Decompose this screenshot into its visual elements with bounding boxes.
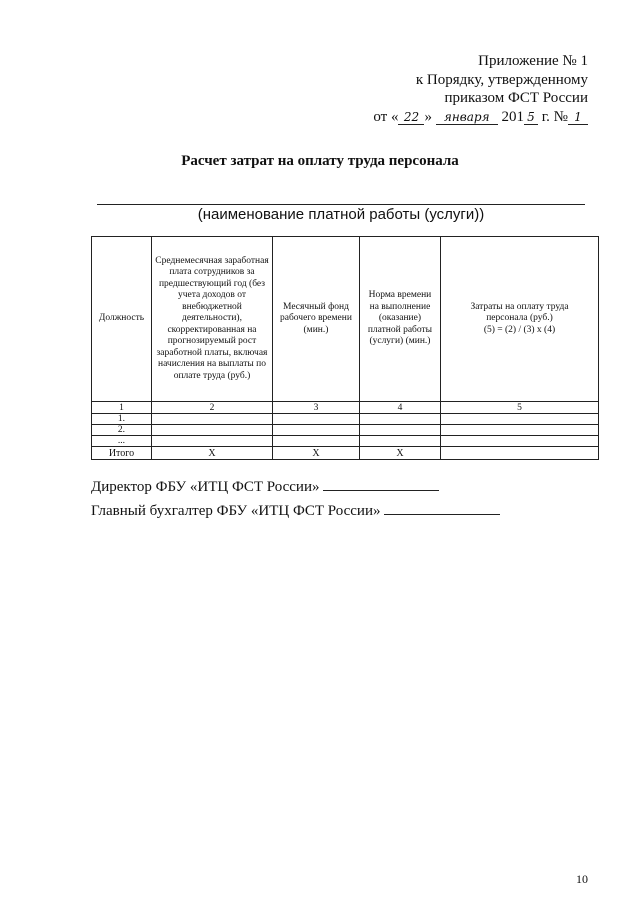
total-cell: X [151, 447, 272, 460]
table-cell[interactable] [151, 414, 272, 425]
appendix-ref-line: к Порядку, утвержденному [415, 71, 588, 88]
table-cell[interactable] [151, 425, 272, 436]
document-title: Расчет затрат на оплату труда персонала [181, 153, 459, 169]
table-cell[interactable] [359, 436, 440, 447]
service-name-caption: (наименование платной работы (услуги)) [197, 206, 485, 223]
total-cell[interactable] [440, 447, 598, 460]
order-number-prefix: г. № [541, 108, 568, 125]
date-year-digit: 5 [524, 110, 538, 125]
appendix-date-line [373, 108, 588, 127]
col-number: 3 [273, 402, 360, 414]
table-cell[interactable] [359, 425, 440, 436]
table-row [92, 436, 599, 447]
director-signature-line [91, 478, 439, 496]
total-cell: X [273, 447, 360, 460]
header-work-time-fund: Месячный фонд рабочего времени (мин.) [273, 237, 360, 402]
accountant-label: Главный бухгалтер ФБУ «ИТЦ ФСТ России» [91, 503, 381, 519]
column-number-row [92, 402, 599, 414]
col-number: 4 [359, 402, 440, 414]
table-header-row [92, 237, 599, 402]
date-mid: » [424, 108, 432, 125]
order-number: 1 [568, 110, 588, 125]
cost-table [91, 236, 599, 460]
table-cell[interactable] [440, 425, 598, 436]
header-labor-costs [440, 237, 598, 402]
row-label: ... [92, 436, 152, 447]
total-cell: X [359, 447, 440, 460]
table-row [92, 425, 599, 436]
date-day: 22 [398, 110, 424, 125]
table-cell[interactable] [273, 436, 360, 447]
table-cell[interactable] [151, 436, 272, 447]
col-number: 2 [151, 402, 272, 414]
appendix-order-line: приказом ФСТ России [444, 90, 588, 106]
header-avg-salary: Среднемесячная заработная плата сотрудников за предшествующий год (без учета доходов от внебюджетной деятельности), скорректированная на прогнозируемый рост заработной платы, включая начисления на выплаты по оплате труда (руб.) [151, 237, 272, 402]
col-number: 5 [440, 402, 598, 414]
table-cell[interactable] [440, 436, 598, 447]
header-position: Должность [92, 237, 152, 402]
appendix-number: Приложение № 1 [478, 53, 588, 69]
header-labor-costs-text: Затраты на оплату труда персонала (руб.) (5) = (2) / (3) x (4) [470, 301, 569, 335]
accountant-signature-field[interactable] [384, 502, 500, 515]
table-cell[interactable] [273, 425, 360, 436]
table-row [92, 414, 599, 425]
director-signature-field[interactable] [323, 478, 439, 491]
accountant-signature-line [91, 502, 500, 520]
appendix-header [373, 52, 588, 126]
table-cell[interactable] [440, 414, 598, 425]
table-cell[interactable] [359, 414, 440, 425]
col-number: 1 [92, 402, 152, 414]
row-label: 2. [92, 425, 152, 436]
director-label: Директор ФБУ «ИТЦ ФСТ России» [91, 479, 320, 495]
page-number: 10 [576, 872, 588, 886]
date-prefix: от « [373, 108, 399, 125]
total-label: Итого [92, 447, 152, 460]
header-time-norm: Норма времени на выполнение (оказание) платной работы (услуги) (мин.) [359, 237, 440, 402]
date-month: января [436, 110, 498, 125]
total-row [92, 447, 599, 460]
row-label: 1. [92, 414, 152, 425]
service-name-field[interactable] [97, 204, 585, 205]
table-cell[interactable] [273, 414, 360, 425]
date-year-prefix: 201 [501, 108, 524, 125]
